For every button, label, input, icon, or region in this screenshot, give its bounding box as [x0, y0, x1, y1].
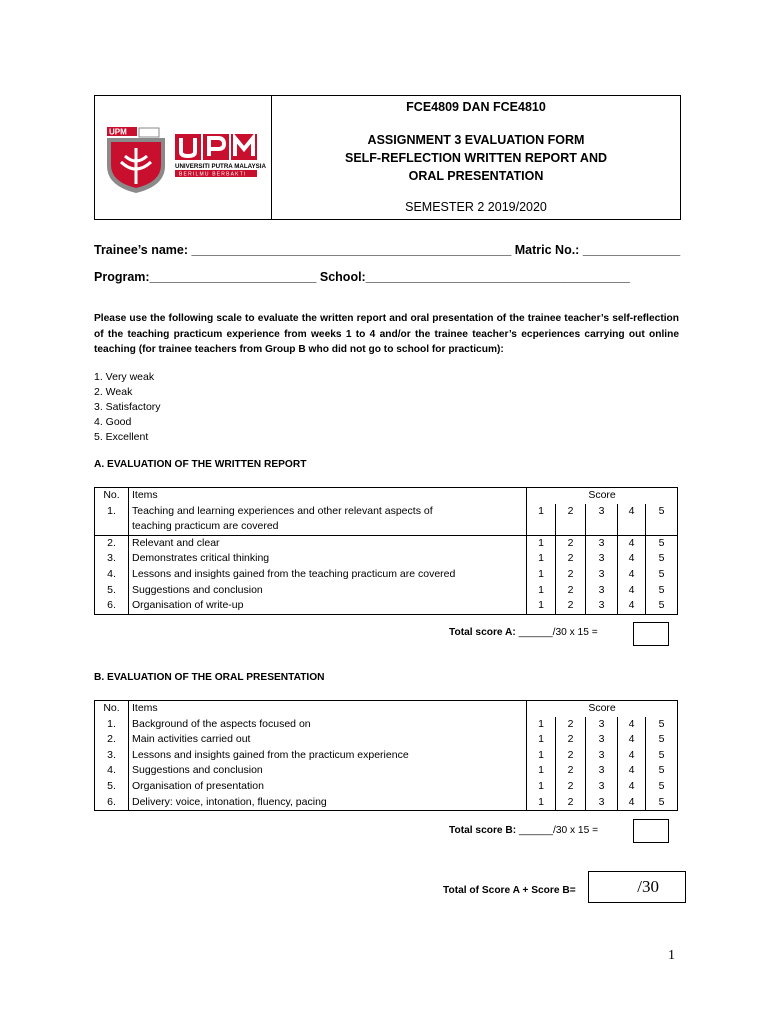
upm-crest-icon: [95, 96, 270, 219]
score-4-option[interactable]: 4: [618, 779, 646, 795]
score-5-option[interactable]: 5: [646, 779, 678, 795]
score-1-option[interactable]: 1: [527, 717, 556, 733]
score-3-option[interactable]: 3: [586, 748, 618, 764]
grand-total-label: Total of Score A + Score B=: [443, 885, 576, 896]
score-1-option[interactable]: 1: [527, 583, 556, 599]
section-b-title: B. EVALUATION OF THE ORAL PRESENTATION: [94, 672, 325, 683]
table-row: [95, 583, 678, 599]
row-item: Demonstrates critical thinking: [129, 551, 527, 567]
row-number: 1.: [95, 717, 129, 733]
total-score-b-formula: ______/30 x 15 =: [516, 825, 599, 836]
row-number: 5.: [95, 779, 129, 795]
score-1-option[interactable]: 1: [527, 567, 556, 583]
trainee-name-matric-field[interactable]: Trainee’s name: ______________________________________________ Matric No.: ______________: [94, 243, 681, 257]
table-row: [95, 795, 678, 811]
row-number: 6.: [95, 795, 129, 811]
row-item: Organisation of presentation: [129, 779, 527, 795]
row-number: 6.: [95, 598, 129, 614]
score-3-option[interactable]: 3: [586, 795, 618, 811]
score-5-option[interactable]: 5: [646, 551, 678, 567]
score-5-option[interactable]: 5: [646, 504, 678, 536]
score-4-option[interactable]: 4: [618, 535, 646, 551]
row-item-line-2: teaching practicum are covered: [129, 519, 527, 535]
score-5-option[interactable]: 5: [646, 567, 678, 583]
instructions-paragraph: Please use the following scale to evaluate the written report and oral presentation of the trainee teacher’s self-reflection of the teaching practicum experience from weeks 1 to 4 and/or the trainee teacher’s ecperiences carrying out online teaching (for trainee teachers from Group B who did not go to school for practicum):: [94, 313, 679, 355]
row-item: Lessons and insights gained from the practicum experience: [129, 748, 527, 764]
row-number: 5.: [95, 583, 129, 599]
form-title-line-2: SELF-REFLECTION WRITTEN REPORT AND: [344, 151, 608, 165]
score-3-option[interactable]: 3: [586, 551, 618, 567]
score-1-option[interactable]: 1: [527, 732, 556, 748]
score-1-option[interactable]: 1: [527, 504, 556, 536]
row-item: Relevant and clear: [129, 535, 527, 551]
score-1-option[interactable]: 1: [527, 748, 556, 764]
logo-university-name: UNIVERSITI PUTRA MALAYSIA: [175, 163, 266, 170]
score-2-option[interactable]: 2: [556, 598, 586, 614]
rating-scale-list: [94, 370, 161, 445]
total-score-b-box[interactable]: [633, 819, 669, 843]
score-2-option[interactable]: 2: [556, 748, 586, 764]
row-number: 3.: [95, 551, 129, 567]
score-4-option[interactable]: 4: [618, 732, 646, 748]
row-number: 2.: [95, 535, 129, 551]
score-3-option[interactable]: 3: [586, 732, 618, 748]
row-number: 2.: [95, 732, 129, 748]
score-3-option[interactable]: 3: [586, 717, 618, 733]
row-item: Delivery: voice, intonation, fluency, pacing: [129, 795, 527, 811]
score-4-option[interactable]: 4: [618, 504, 646, 536]
total-score-b-label: Total score B:: [449, 825, 517, 836]
score-3-option[interactable]: 3: [586, 779, 618, 795]
score-4-option[interactable]: 4: [618, 763, 646, 779]
score-3-option[interactable]: 3: [586, 598, 618, 614]
score-2-option[interactable]: 2: [556, 567, 586, 583]
section-b-table: [94, 700, 678, 811]
score-2-option[interactable]: 2: [556, 583, 586, 599]
total-score-a-formula: ______/30 x 15 =: [515, 627, 598, 638]
header-titles: [272, 96, 680, 219]
score-4-option[interactable]: 4: [618, 795, 646, 811]
score-2-option[interactable]: 2: [556, 504, 586, 536]
section-a-table: [94, 487, 678, 615]
row-item: Main activities carried out: [129, 732, 527, 748]
score-5-option[interactable]: 5: [646, 748, 678, 764]
total-score-b: [449, 825, 598, 836]
upm-logo: [95, 96, 272, 219]
table-row: [95, 598, 678, 614]
score-2-option[interactable]: 2: [556, 732, 586, 748]
row-number: 3.: [95, 748, 129, 764]
row-number: 4.: [95, 567, 129, 583]
score-2-option[interactable]: 2: [556, 779, 586, 795]
logo-small-mark: UPM: [109, 127, 127, 137]
scale-item: 3. Satisfactory: [94, 401, 161, 413]
table-row: [95, 504, 678, 520]
scale-item: 4. Good: [94, 416, 132, 428]
row-number: 4.: [95, 763, 129, 779]
table-row: [95, 567, 678, 583]
form-header: [94, 95, 681, 220]
header-score: Score: [527, 488, 678, 504]
score-2-option[interactable]: 2: [556, 795, 586, 811]
score-5-option[interactable]: 5: [646, 583, 678, 599]
row-number: 1.: [95, 504, 129, 536]
logo-wordmark: [175, 134, 257, 160]
header-items: Items: [129, 701, 527, 717]
grand-total-box[interactable]: /30: [588, 871, 686, 903]
semester-label: SEMESTER 2 2019/2020: [405, 200, 547, 214]
score-1-option[interactable]: 1: [527, 779, 556, 795]
score-5-option[interactable]: 5: [646, 717, 678, 733]
section-a-title: A. EVALUATION OF THE WRITTEN REPORT: [94, 459, 307, 470]
page-number: 1: [668, 948, 675, 963]
header-score: Score: [527, 701, 678, 717]
score-1-option[interactable]: 1: [527, 551, 556, 567]
row-item: Suggestions and conclusion: [129, 763, 527, 779]
score-1-option[interactable]: 1: [527, 535, 556, 551]
form-title-line-3: ORAL PRESENTATION: [408, 169, 544, 183]
course-code: FCE4809 DAN FCE4810: [406, 100, 546, 114]
program-school-field[interactable]: Program:________________________ School:______________________________________: [94, 270, 630, 284]
row-item: Lessons and insights gained from the teaching practicum are covered: [129, 567, 527, 583]
score-2-option[interactable]: 2: [556, 535, 586, 551]
row-item: Background of the aspects focused on: [129, 717, 527, 733]
score-2-option[interactable]: 2: [556, 717, 586, 733]
total-score-a: [449, 627, 598, 638]
score-3-option[interactable]: 3: [586, 535, 618, 551]
scale-item: 2. Weak: [94, 386, 133, 398]
score-2-option[interactable]: 2: [556, 763, 586, 779]
form-title-line-1: ASSIGNMENT 3 EVALUATION FORM: [367, 133, 585, 147]
score-1-option[interactable]: 1: [527, 795, 556, 811]
score-4-option[interactable]: 4: [618, 583, 646, 599]
score-1-option[interactable]: 1: [527, 763, 556, 779]
header-no: No.: [95, 701, 129, 717]
row-item: Suggestions and conclusion: [129, 583, 527, 599]
header-no: No.: [95, 488, 129, 504]
header-items: Items: [129, 488, 527, 504]
score-4-option[interactable]: 4: [618, 748, 646, 764]
scale-item: 1. Very weak: [94, 371, 155, 383]
table-row: [95, 763, 678, 779]
score-3-option[interactable]: 3: [586, 504, 618, 536]
score-5-option[interactable]: 5: [646, 732, 678, 748]
table-row: [95, 535, 678, 551]
score-3-option[interactable]: 3: [586, 763, 618, 779]
table-row: [95, 717, 678, 733]
table-header-row: [95, 488, 678, 504]
score-4-option[interactable]: 4: [618, 567, 646, 583]
score-5-option[interactable]: 5: [646, 763, 678, 779]
score-3-option[interactable]: 3: [586, 583, 618, 599]
score-1-option[interactable]: 1: [527, 598, 556, 614]
total-score-a-label: Total score A:: [449, 627, 516, 638]
row-item-line-1: Teaching and learning experiences and other relevant aspects of: [129, 504, 527, 520]
score-5-option[interactable]: 5: [646, 795, 678, 811]
score-3-option[interactable]: 3: [586, 567, 618, 583]
logo-motto: BERILMU BERBAKTI: [179, 171, 247, 178]
score-5-option[interactable]: 5: [646, 535, 678, 551]
table-row: [95, 732, 678, 748]
table-header-row: [95, 701, 678, 717]
scale-item: 5. Excellent: [94, 431, 149, 443]
score-5-option[interactable]: 5: [646, 598, 678, 614]
table-row: [95, 779, 678, 795]
row-item: Organisation of write-up: [129, 598, 527, 614]
score-4-option[interactable]: 4: [618, 598, 646, 614]
table-row: [95, 748, 678, 764]
score-2-option[interactable]: 2: [556, 551, 586, 567]
score-4-option[interactable]: 4: [618, 551, 646, 567]
total-score-a-box[interactable]: [633, 622, 669, 646]
score-4-option[interactable]: 4: [618, 717, 646, 733]
table-row: [95, 551, 678, 567]
